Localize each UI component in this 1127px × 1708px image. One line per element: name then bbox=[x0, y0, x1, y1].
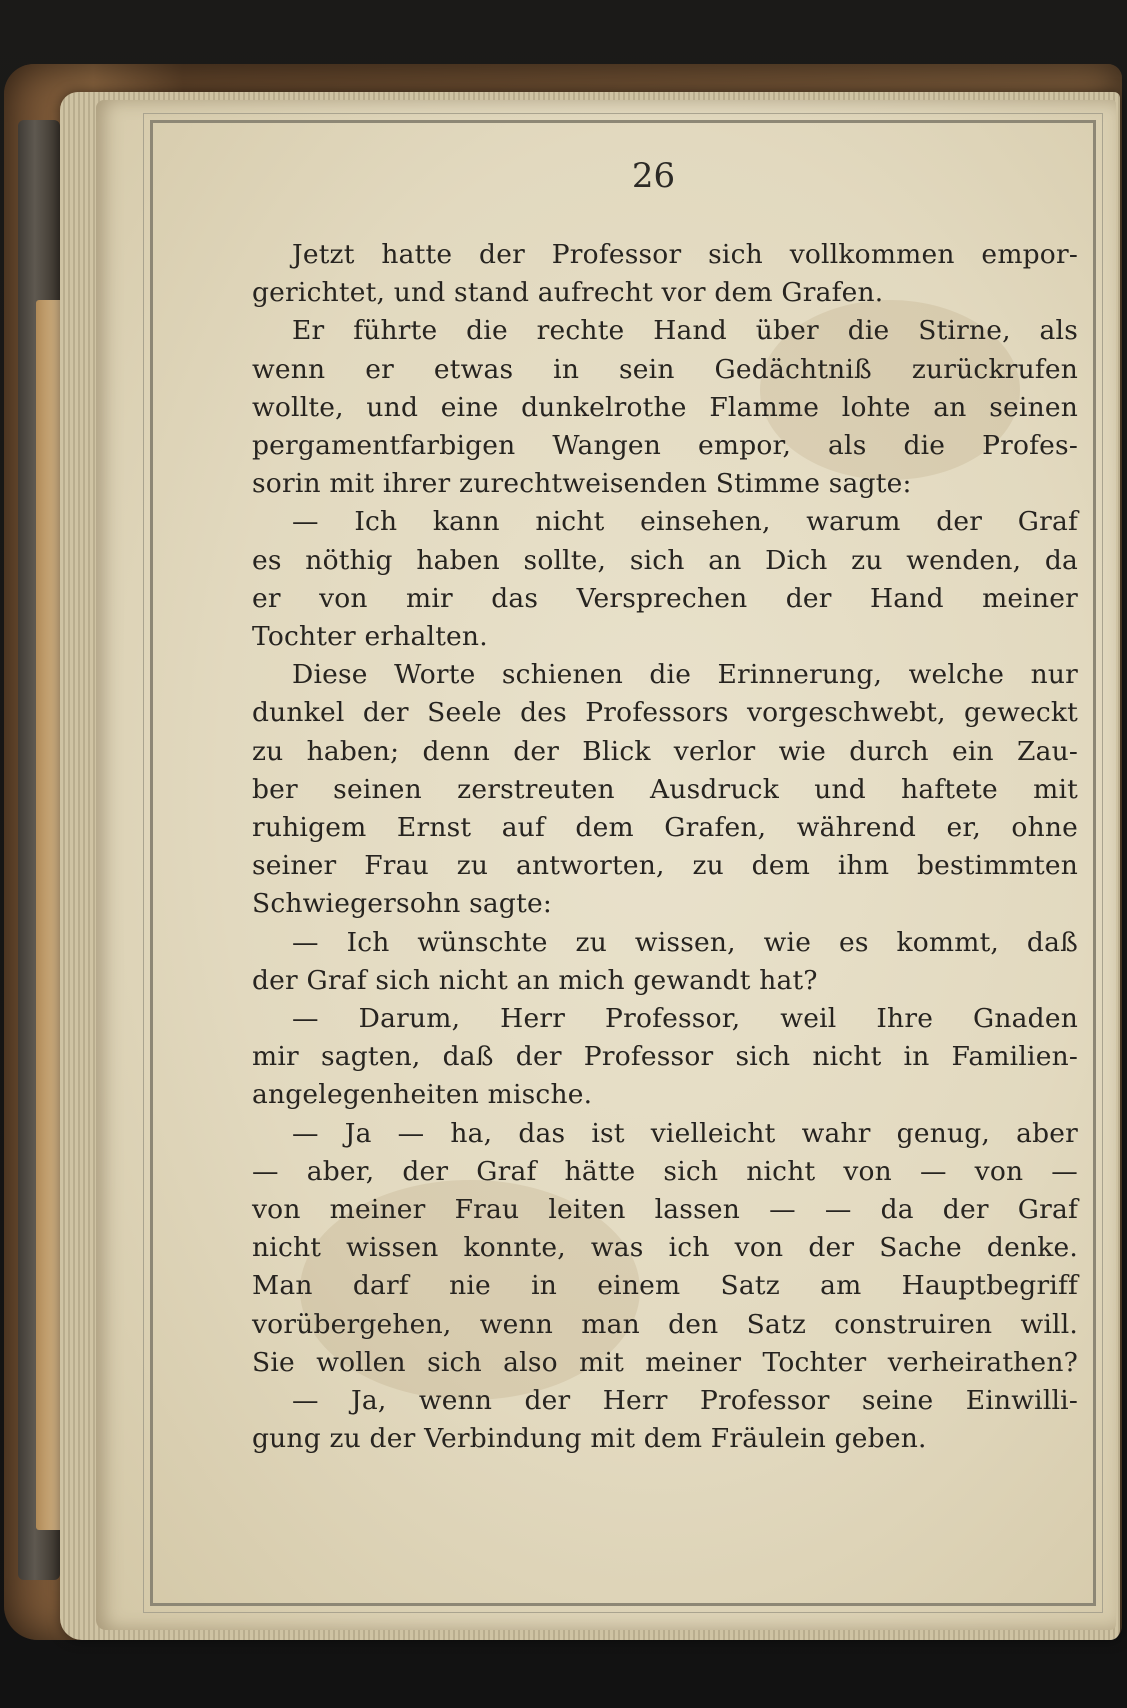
text-line: — Ja, wenn der Herr Professor seine Einwilli- bbox=[292, 1385, 1078, 1417]
text-line: Schwiegersohn sagte: bbox=[252, 888, 552, 920]
text-line: Diese Worte schienen die Erinnerung, welche nur bbox=[292, 659, 1078, 691]
text-line: dunkel der Seele des Professors vorgeschwebt, geweckt bbox=[252, 697, 1078, 729]
text-line: — Ich wünschte zu wissen, wie es kommt, daß bbox=[292, 926, 1078, 958]
text-line: ruhigem Ernst auf dem Grafen, während er, ohne bbox=[252, 812, 1078, 844]
text-line: — Ja — ha, das ist vielleicht wahr genug, aber bbox=[292, 1117, 1078, 1149]
text-line: nicht wissen konnte, was ich von der Sache denke. bbox=[252, 1232, 1078, 1264]
text-line: der Graf sich nicht an mich gewandt hat? bbox=[252, 964, 818, 996]
text-line: mir sagten, daß der Professor sich nicht in Familien- bbox=[252, 1041, 1078, 1073]
text-line: gerichtet, und stand aufrecht vor dem Grafen. bbox=[252, 277, 884, 309]
text-line: Tochter erhalten. bbox=[252, 621, 488, 653]
text-line: Er führte die rechte Hand über die Stirne, als bbox=[292, 315, 1078, 347]
text-line: ber seinen zerstreuten Ausdruck und haftete mit bbox=[252, 773, 1078, 805]
text-line: — aber, der Graf hätte sich nicht von — von — bbox=[252, 1155, 1078, 1187]
text-line: Man darf nie in einem Satz am Hauptbegriff bbox=[252, 1270, 1078, 1302]
text-line: zu haben; denn der Blick verlor wie durch ein Zau- bbox=[252, 735, 1078, 767]
page-number: 26 bbox=[631, 156, 676, 196]
text-line: — Darum, Herr Professor, weil Ihre Gnaden bbox=[292, 1003, 1078, 1035]
text-line: Sie wollen sich also mit meiner Tochter verheirathen? bbox=[252, 1346, 1078, 1378]
page-text bbox=[252, 236, 1078, 1459]
text-line: gung zu der Verbindung mit dem Fräulein geben. bbox=[252, 1423, 927, 1455]
text-line: es nöthig haben sollte, sich an Dich zu wenden, da bbox=[252, 544, 1078, 576]
text-line: pergamentfarbigen Wangen empor, als die Profes- bbox=[252, 430, 1078, 462]
text-line: Jetzt hatte der Professor sich vollkommen empor- bbox=[292, 239, 1078, 270]
text-line: er von mir das Versprechen der Hand meiner bbox=[252, 582, 1078, 614]
text-line: — Ich kann nicht einsehen, warum der Graf bbox=[292, 506, 1078, 538]
text-line: wenn er etwas in sein Gedächtniß zurückrufen bbox=[252, 353, 1078, 385]
text-line: sorin mit ihrer zurechtweisenden Stimme sagte: bbox=[252, 468, 912, 500]
text-line: angelegenheiten mische. bbox=[252, 1079, 593, 1111]
text-line: von meiner Frau leiten lassen — — da der Graf bbox=[252, 1194, 1078, 1226]
text-line: seiner Frau zu antworten, zu dem ihm bestimmten bbox=[252, 850, 1078, 882]
text-line: vorübergehen, wenn man den Satz construiren will. bbox=[252, 1308, 1078, 1340]
text-line: wollte, und eine dunkelrothe Flamme lohte an seinen bbox=[252, 391, 1078, 423]
